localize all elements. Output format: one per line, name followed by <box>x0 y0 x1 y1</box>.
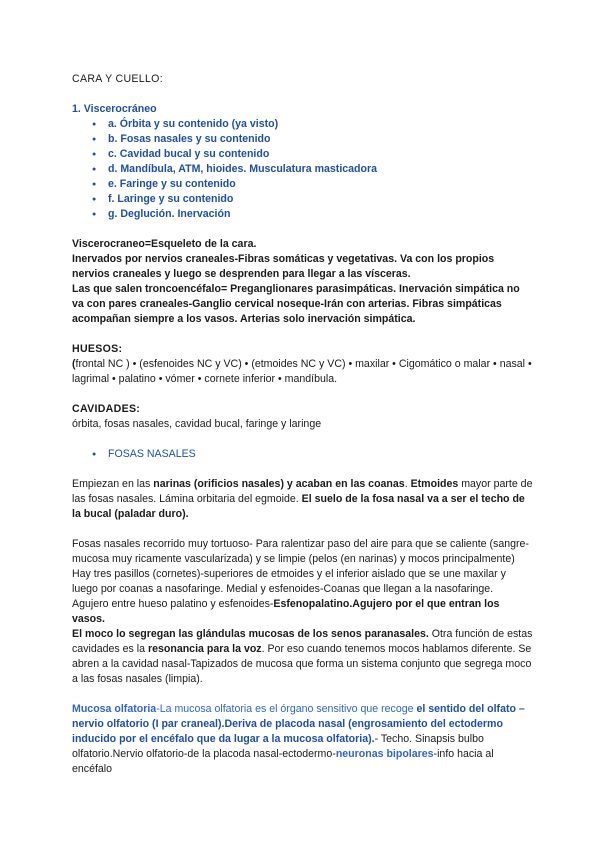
list-item: ● f. Laringe y su contenido <box>92 192 534 207</box>
definition-paragraph: Viscerocraneo=Esqueleto de la cara. <box>72 238 257 250</box>
list-item: ● e. Faringe y su contenido <box>92 177 534 192</box>
cavidades-list: órbita, fosas nasales, cavidad bucal, faringe y laringe <box>72 418 322 430</box>
page-title: CARA Y CUELLO: <box>72 73 163 85</box>
list-item: ● b. Fosas nasales y su contenido <box>92 132 534 147</box>
document-body <box>72 72 534 777</box>
fosas-nasales-heading: ● FOSAS NASALES <box>72 447 534 462</box>
mucosa-olfatoria-paragraph: Mucosa olfatoria-La mucosa olfatoria es el órgano sensitivo que recoge el sentido del olfato – nervio olfatorio (I par craneal).Deriva de placoda nasal (engrosamiento del ectodermo inducido por el encéfalo que da lugar a la mucosa olfatoria).- Techo. Sinapsis bulbo olfatorio.Nervio olfatorio-de la placoda nasal-ectodermo-neuronas bipolares-info hacia al encéfalo <box>72 703 525 775</box>
fosas-paragraph-2: Fosas nasales recorrido muy tortuoso- Para ralentizar paso del aire para que se caliente (sangre-mucosa muy ricamente vascularizada) y se limpie (pelos (en narinas) y mocos principalmente) Hay tres pasillos (cornetes)-superiores de etmoides y el inferior aislado que se une maxilar y luego por coanas a nasofaringe. Medial y esfenoides-Coanas que llegan a la nasofaringe. <box>72 538 529 595</box>
list-item: ● g. Deglución. Inervación <box>92 207 534 222</box>
huesos-heading: HUESOS: <box>72 343 123 355</box>
huesos-list: (frontal NC ) • (esfenoides NC y VC) • (etmoides NC y VC) • maxilar • Cigomático o malar • nasal • lagrimal • palatino • vómer • cornete inferior • mandíbula. <box>72 358 532 385</box>
fosas-paragraph-1: Empiezan en las narinas (orificios nasales) y acaban en las coanas. Etmoides mayor parte de las fosas nasales. Lámina orbitaria del egmoide. El suelo de la fosa nasal va a ser el techo de la bucal (paladar duro). <box>72 478 533 520</box>
list-item: ● a. Órbita y su contenido (ya visto) <box>92 117 534 132</box>
toc-list <box>72 117 534 222</box>
section-heading-viscerocraneo: 1. Viscerocráneo <box>72 103 157 115</box>
list-item: ● d. Mandíbula, ATM, hioides. Musculatura masticadora <box>92 162 534 177</box>
fosas-paragraph-4: El moco lo segregan las glándulas mucosas de los senos paranasales. Otra función de estas cavidades es la resonancia para la voz. Por eso cuando tenemos mocos hablamos diferente. Se abren a la cavidad nasal-Tapizados de mucosa que forma un sistema conjunto que segrega moco a las fosas nasales (limpia). <box>72 628 533 685</box>
fosas-paragraph-3: Agujero entre hueso palatino y esfenoides-Esfenopalatino.Agujero por el que entran los vasos. <box>72 598 500 625</box>
sympathetic-paragraph: Las que salen troncoencéfalo= Preganglionares parasimpáticas. Inervación simpática no va con pares craneales-Ganglio cervical noseque-Irán con arterias. Fibras simpáticas acompañan siempre a los vasos. Arterias solo inervación simpática. <box>72 283 520 325</box>
cavidades-heading: CAVIDADES: <box>72 403 141 415</box>
list-item: ● c. Cavidad bucal y su contenido <box>92 147 534 162</box>
innervation-paragraph: Inervados por nervios craneales-Fibras somáticas y vegetativas. Va con los propios nervios craneales y luego se desprenden para llegar a las vísceras. <box>72 253 495 280</box>
